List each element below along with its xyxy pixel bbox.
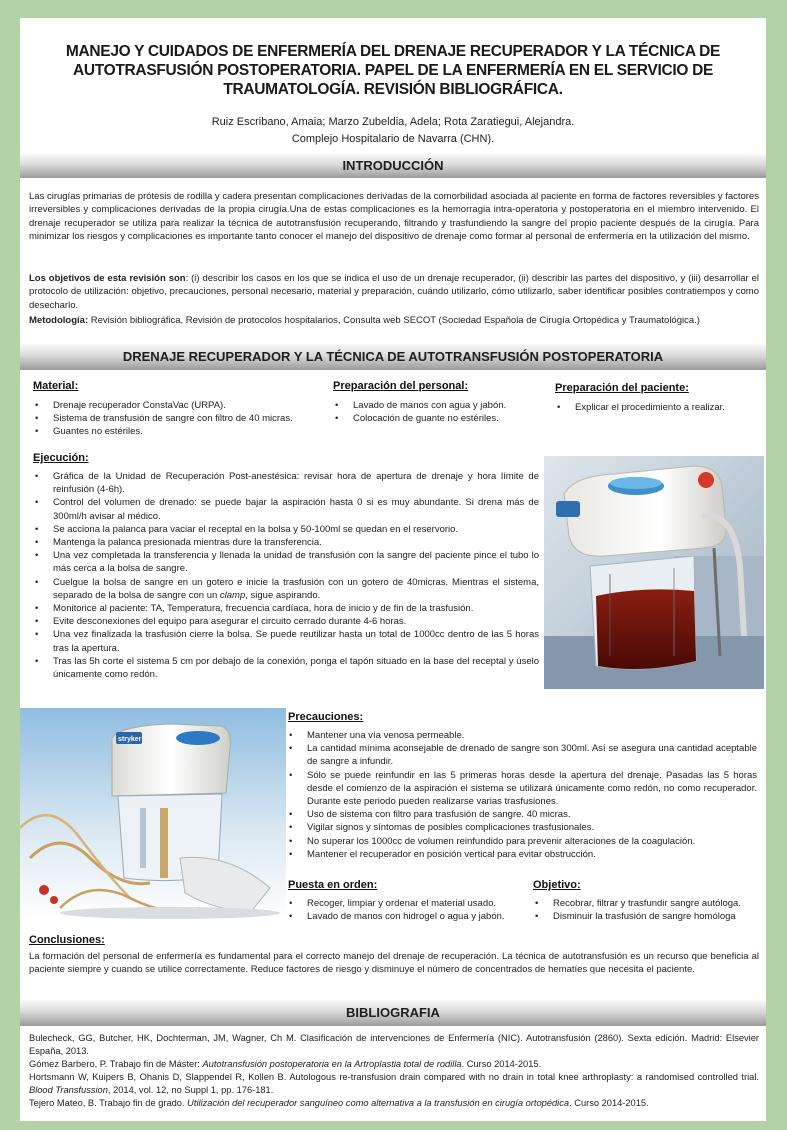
objetivo-heading: Objetivo: [533,879,581,891]
constavac-photo-kit [20,708,286,920]
constavac-photo-bedside [544,456,764,689]
ejecucion-heading: Ejecución: [33,452,89,464]
list-item: • Explicar el procedimiento a realizar. [554,401,759,414]
intro-heading: INTRODUCCIÓN [20,154,766,178]
list-item: • Monitorice al paciente: TA, Temperatura, frecuencia cardíaca, hora de inicio y de fin de la trasfusión. [32,602,539,615]
list-item: • Recoger, limpiar y ordenar el material usado. [286,897,536,910]
list-item: • Colocación de guante no estériles. [332,412,552,425]
list-item: • Una vez finalizada la trasfusión cierre la bolsa. Se puede reutilizar hasta un total de 1000cc dentro de las 5 horas tras la apertura. [32,628,539,654]
institution: Complejo Hospitalario de Navarra (CHN). [291,133,495,145]
list-item: • Mantener una vía venosa permeable. [286,729,757,742]
objectives-paragraph [29,272,759,312]
puesta-list [286,897,536,923]
authors: Ruiz Escribano, Amaia; Marzo Zubeldia, Adela; Rota Zaratiegui, Alejandra. [211,116,575,128]
list-item: • Mantener el recuperador en posición vertical para evitar obstrucción. [286,848,757,861]
list-item: • Tras las 5h corte el sistema 5 cm por debajo de la conexión, ponga el tapón situado en la base del receptal y úselo únicamente como redón. [32,655,539,681]
material-list [32,399,342,439]
title-line-2: AUTOTRASFUSIÓN POSTOPERATORIA. PAPEL DE LA ENFERMERÍA EN EL SERVICIO DE [72,62,714,79]
list-item: • Control del volumen de drenado: se puede bajar la aspiración hasta 0 si es muy abundante. Si drena más de 300ml/h avisar al médico. [32,496,539,522]
method-paragraph [29,314,759,327]
bibliografia-heading: BIBLIOGRAFIA [20,1000,766,1026]
list-item: • Sólo se puede reinfundir en las 5 primeras horas desde la apertura del drenaje. Pasadas las 5 horas desde el comienzo de la aspiración el sistema se utilizará únicamente como redón, no como recuperador. Durante este periodo pueden realizarse varias trasfusiones. [286,769,757,809]
list-item: • Lavado de manos con hidrogel o agua y jabón. [286,910,536,923]
title-line-1: MANEJO Y CUIDADOS DE ENFERMERÍA DEL DRENAJE RECUPERADOR Y LA TÉCNICA DE [65,43,721,60]
list-item: • Una vez completada la transferencia y llenada la unidad de transfusión con la sangre del paciente pince el tubo lo más cerca a la bolsa de sangre. [32,549,539,575]
objetivo-list [532,897,764,923]
clamp-word: clamp [219,589,246,601]
list-item: • Guantes no estériles. [32,425,342,438]
authors-block [20,114,766,148]
list-item: • Recobrar, filtrar y trasfundir sangre autóloga. [532,897,764,910]
title-line-3: TRAUMATOLOGÍA. REVISIÓN BIBLIOGRÁFICA. [223,81,563,98]
method-label: Metodología: [29,315,89,326]
poster-title [20,42,766,99]
objectives-text: : (i) describir los casos en los que se indica el uso de un drenaje recuperador, (ii) describir las partes del dispositivo, y (iii) desarrollar el protocolo de utilización: objetivo, precauciones, personal necesario, material y preparación, cuándo utilizarlo, cómo utilizarlo, saber identificar posibles contratiempos y como desecharlo. [29,273,759,311]
list-item: • Cuelgue la bolsa de sangre en un gotero e inicie la trasfusión con un gotero de 40micras. Mientras el sistema, separado de la bolsa de sangre con un clamp, sigue aspirando. [32,576,539,602]
method-text: Revisión bibliográfica, Revisión de protocolos hospitalarios, Consulta web SECOT (Sociedad Española de Cirugía Ortopédica y Traumatológica.) [88,315,700,326]
list-item: • Drenaje recuperador ConstaVac (URPA). [32,399,342,412]
bibliografia-list [29,1032,759,1110]
reference-item: Bulecheck, GG, Butcher, HK, Dochterman, JM, Wagner, Ch M. Clasificación de intervenciones de Enfermería (NIC). Autotransfusión (2860). Sexta edición. Madrid: Elsevier España, 2013. [29,1033,759,1056]
personal-list [332,399,552,425]
list-item: • Lavado de manos con agua y jabón. [332,399,552,412]
conclusiones-text: La formación del personal de enfermería es fundamental para el correcto manejo del drenaje de recuperación. La técnica de autotransfusión es un recurso que beneficia al paciente siempre y cuando se utilice correctamente. Reduce factores de riesgo y disminuye el número de concentrados de hematíes que necesita el paciente. [29,951,759,976]
list-item: • Vigilar signos y síntomas de posibles complicaciones trasfusionales. [286,821,757,834]
list-item: • Evite desconexiones del equipo para asegurar el circuito cerrado durante 4-6 horas. [32,615,539,628]
brand-text: stryker [118,736,142,743]
conclusiones-heading: Conclusiones: [29,934,105,946]
list-item: • No superar los 1000cc de volumen reinfundido para prevenir alteraciones de la coagulación. [286,835,757,848]
list-item: • Sistema de transfusión de sangre con filtro de 40 micras. [32,412,342,425]
puesta-heading: Puesta en orden: [288,879,378,891]
intro-paragraph: Las cirugías primarias de prótesis de rodilla y cadera presentan complicaciones derivadas de la comorbilidad asociada al paciente en forma de factores reversibles y factores irreversibles y complicaciones derivadas de la propia cirugía.Una de estas complicaciones es la hemorragia intra-operatoria y postoperatoria en el miembro intervenido. El drenaje recuperador se utiliza para realizar la técnica de autotransfusión recuperando, filtrando y trasfundiendo la sangre del propio paciente después de la cirugía. Para minimizar los riesgos y complicaciones es importante tanto conocer el manejo del dispositivo de drenaje como formar al personal de enfermería en la utilización del mismo. [29,191,759,243]
objectives-label: Los objetivos de esta revisión son [29,273,186,284]
reference-item: Gómez Barbero, P. Trabajo fin de Máster: Autotransfusión postoperatoria en la Artroplastia total de rodilla. Curso 2014-2015. [29,1059,542,1069]
paciente-list [554,401,759,414]
personal-heading: Preparación del personal: [333,380,469,392]
poster [20,18,766,1121]
drenaje-heading: DRENAJE RECUPERADOR Y LA TÉCNICA DE AUTOTRANSFUSIÓN POSTOPERATORIA [20,344,766,370]
paciente-heading: Preparación del paciente: [555,382,689,394]
material-heading: Material: [33,380,79,392]
list-item: • Uso de sistema con filtro para trasfusión de sangre. 40 micras. [286,808,757,821]
list-item: • Mantenga la palanca presionada mientras dure la transferencia. [32,536,539,549]
list-item: • Se acciona la palanca para vaciar el receptal en la bolsa y 50-100ml se quedan en el reservorio. [32,523,539,536]
list-item: • La cantidad mínima aconsejable de drenado de sangre son 300ml. Así se asegura una cantidad aceptable de sangre a infundir. [286,742,757,768]
precauciones-heading: Precauciones: [288,711,364,723]
list-item: • Gráfica de la Unidad de Recuperación Post-anestésica: revisar hora de apertura de drenaje y hora límite de reinfusión (4-6h). [32,470,539,496]
list-item: • Disminuir la trasfusión de sangre homóloga [532,910,764,923]
ejecucion-list [32,470,539,681]
reference-item: Hortsmann W, Kuipers B, Ohanis D, Slappendel R, Kollen B. Autologous re-transfusion drain compared with no drain in total knee arthroplasty: a randomised controlled trial. Blood Transfussion, 2014, vol. 12, no Suppl 1, pp. 176-181. [29,1072,759,1095]
reference-item: Tejero Mateo, B. Trabajo fin de grado. Utilización del recuperador sanguíneo como alternativa a la transfusión en cirugía ortopédica. Curso 2014-2015. [29,1098,649,1108]
precauciones-list [286,729,757,861]
